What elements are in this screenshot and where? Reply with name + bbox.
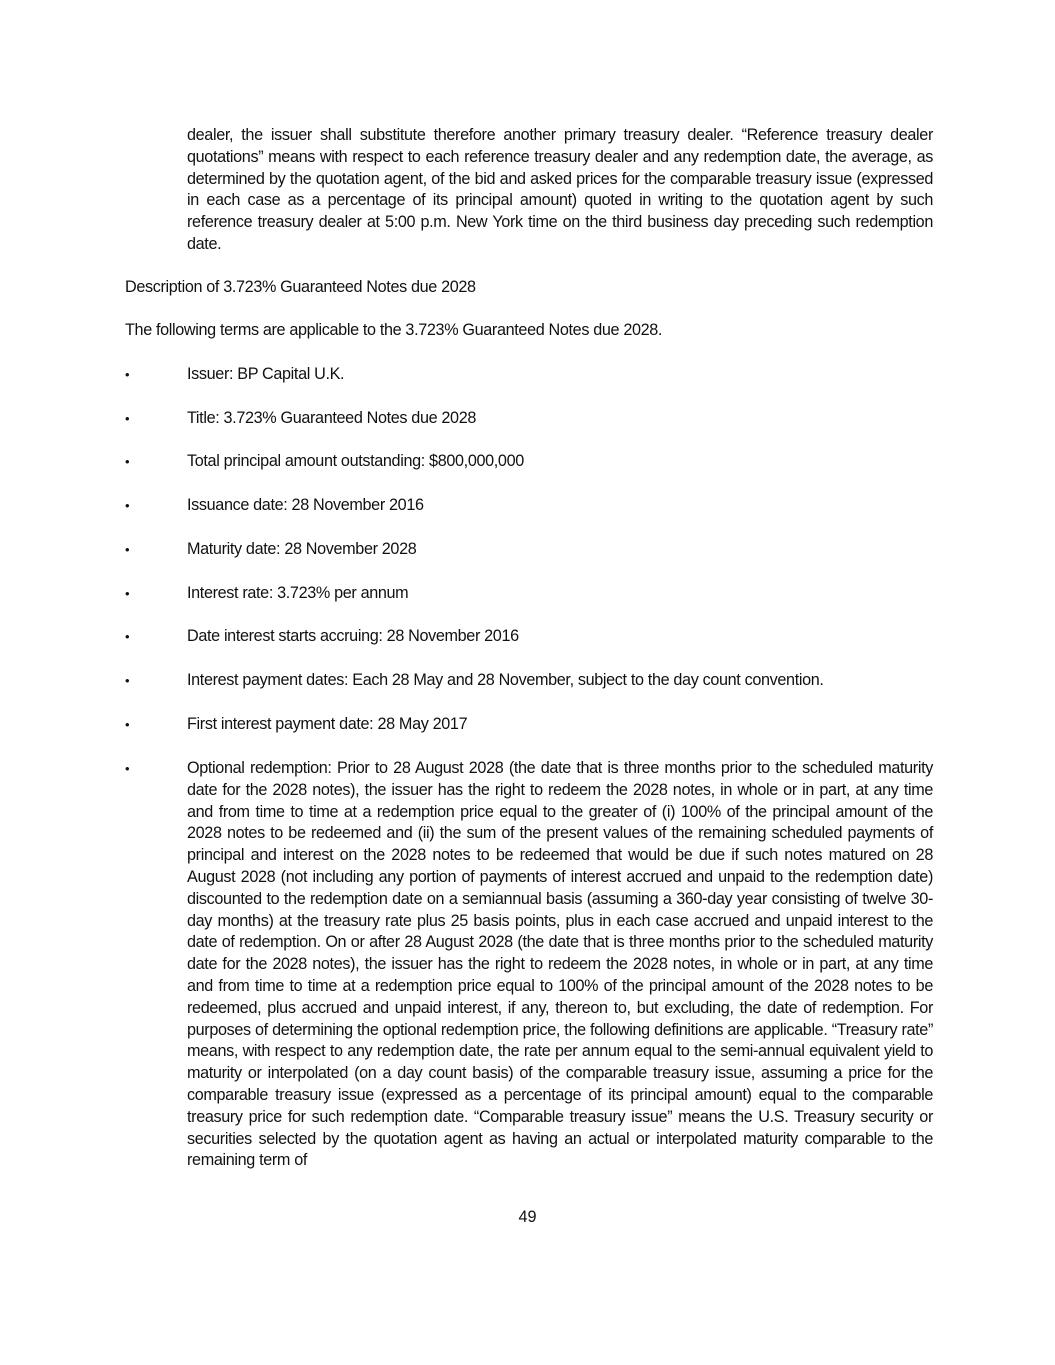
page-number: 49 [518,1208,537,1226]
bullet-icon: • [125,367,130,382]
list-item-text: Maturity date: 28 November 2028 [187,540,417,558]
list-item-text: Interest rate: 3.723% per annum [187,584,409,602]
section-heading: Description of 3.723% Guaranteed Notes due 2028 [125,278,476,296]
bullet-icon: • [125,673,130,688]
lead-sentence: The following terms are applicable to the 3.723% Guaranteed Notes due 2028. [125,321,663,339]
list-item-text: Date interest starts accruing: 28 November 2016 [187,627,519,645]
list-item-text: Title: 3.723% Guaranteed Notes due 2028 [187,409,477,427]
bullet-icon: • [125,761,130,776]
list-item-text: Issuer: BP Capital U.K. [187,365,345,383]
bullet-icon: • [125,498,130,513]
bullet-icon: • [125,542,130,557]
list-item-text: Total principal amount outstanding: $800,000,000 [187,452,524,470]
bullet-icon: • [125,717,130,732]
bullet-icon: • [125,454,130,469]
list-item-text: Optional redemption: Prior to 28 August 2028 (the date that is three months prior to the scheduled maturity date for the 2028 notes), the issuer has the right to redeem the 2028 notes, in whole or in part, at any time and from time to time at a redemption price equal to the greater of (i) 100% of the principal amount of the 2028 notes to be redeemed and (ii) the sum of the present values of the remaining scheduled payments of principal and interest on the 2028 notes to be redeemed that would be due if such notes matured on 28 August 2028 (not including any portion of payments of interest accrued and unpaid to the redemption date) discounted to the redemption date on a semiannual basis (assuming a 360-day year consisting of twelve 30-day months) at the treasury rate plus 25 basis points, plus in each case accrued and unpaid interest to the date of redemption. On or after 28 August 2028 (the date that is three months prior to the scheduled maturity date for the 2028 notes), the issuer has the right to redeem the 2028 notes, in whole or in part, at any time and from time to time at a redemption price equal to 100% of the principal amount of the 2028 notes to be redeemed, plus accrued and unpaid interest, if any, thereon to, but excluding, the date of redemption. For purposes of determining the optional redemption price, the following definitions are applicable. “Treasury rate” means, with respect to any redemption date, the rate per annum equal to the semi-annual equivalent yield to maturity or interpolated (on a day count basis) of the comparable treasury issue, assuming a price for the comparable treasury issue (expressed as a percentage of its principal amount) equal to the comparable treasury price for such redemption date. “Comparable treasury issue” means the U.S. Treasury security or securities selected by the quotation agent as having an actual or interpolated maturity comparable to the remaining term of [187,759,933,1170]
bullet-icon: • [125,586,130,601]
list-item-text: Interest payment dates: Each 28 May and 28 November, subject to the day count convention. [187,671,824,689]
intro-paragraph: dealer, the issuer shall substitute therefore another primary treasury dealer. “Reference treasury dealer quotations” means with respect to each reference treasury dealer and any redemption date, the average, as determined by the quotation agent, of the bid and asked prices for the comparable treasury issue (expressed in each case as a percentage of its principal amount) quoted in writing to the quotation agent by such reference treasury dealer at 5:00 p.m. New York time on the third business day preceding such redemption date. [187,126,933,253]
bullet-icon: • [125,629,130,644]
list-item-text: First interest payment date: 28 May 2017 [187,715,468,733]
list-item-text: Issuance date: 28 November 2016 [187,496,424,514]
bullet-icon: • [125,411,130,426]
